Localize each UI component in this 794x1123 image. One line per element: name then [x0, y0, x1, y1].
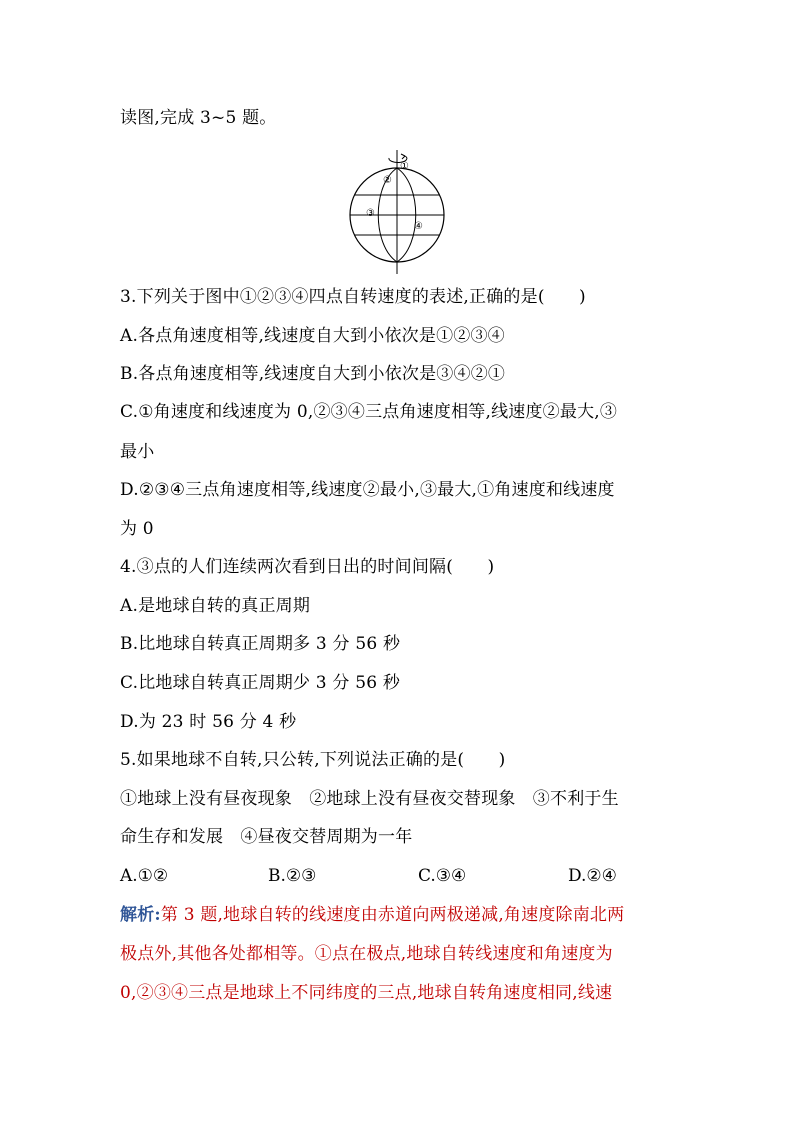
analysis-label: 解析:: [120, 905, 161, 925]
intro-text: 读图,完成 3~5 题。: [120, 108, 277, 128]
point-label-2: ②: [383, 175, 392, 186]
analysis-line1: [120, 904, 624, 926]
q4-option-d: D.为 23 时 56 分 4 秒: [120, 712, 297, 732]
q3-option-d-line1: D.②③④三点角速度相等,线速度②最小,③最大,①角速度和线速度: [120, 480, 615, 500]
q5-option-d: D.②④: [568, 866, 617, 886]
q3-option-d-line2: 为 0: [120, 519, 154, 539]
q3-option-b: B.各点角速度相等,线速度自大到小依次是③④②①: [120, 364, 506, 384]
q3-option-c-line1: C.①角速度和线速度为 0,②③④三点角速度相等,线速度②最大,③: [120, 402, 618, 422]
q3-stem: 3.下列关于图中①②③④四点自转速度的表述,正确的是( ): [120, 287, 586, 307]
analysis-text: 第 3 题,地球自转的线速度由赤道向两极递减,角速度除南北两: [160, 905, 625, 925]
q5-statements-line2: 命生存和发展 ④昼夜交替周期为一年: [120, 827, 413, 847]
q5-option-a: A.①②: [120, 866, 169, 886]
point-label-1: ①: [400, 161, 409, 172]
earth-rotation-diagram: [342, 150, 452, 275]
q4-stem: 4.③点的人们连续两次看到日出的时间间隔( ): [120, 557, 495, 577]
analysis-line3: 0,②③④三点是地球上不同纬度的三点,地球自转角速度相同,线速: [120, 983, 613, 1003]
q4-option-a: A.是地球自转的真正周期: [120, 596, 311, 616]
q3-option-a: A.各点角速度相等,线速度自大到小依次是①②③④: [120, 326, 505, 346]
q5-option-c: C.③④: [418, 866, 467, 886]
q5-statements-line1: ①地球上没有昼夜现象 ②地球上没有昼夜交替现象 ③不利于生: [120, 789, 619, 809]
q4-option-b: B.比地球自转真正周期多 3 分 56 秒: [120, 634, 401, 654]
point-label-3: ③: [366, 208, 375, 219]
analysis-line2: 极点外,其他各处都相等。①点在极点,地球自转线速度和角速度为: [120, 944, 613, 964]
q5-stem: 5.如果地球不自转,只公转,下列说法正确的是( ): [120, 750, 506, 770]
q5-option-b: B.②③: [268, 866, 317, 886]
q4-option-c: C.比地球自转真正周期少 3 分 56 秒: [120, 673, 401, 693]
point-label-4: ④: [414, 221, 423, 232]
q3-option-c-line2: 最小: [120, 442, 155, 462]
